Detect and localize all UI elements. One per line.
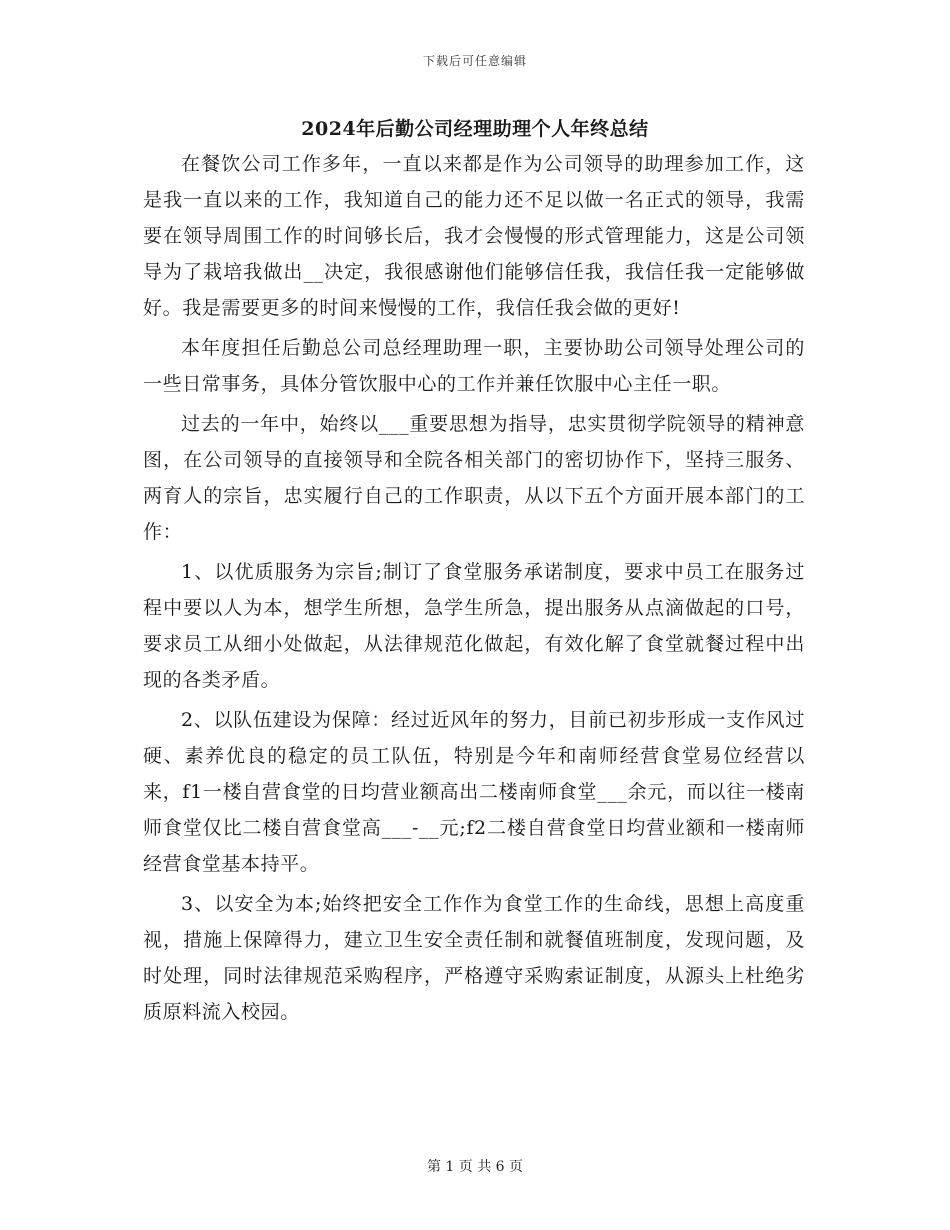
paragraph-overview: 过去的一年中，始终以___重要思想为指导，忠实贯彻学院领导的精神意图，在公司领导的直接领导和全院各相关部门的密切协作下，坚持三服务、两育人的宗旨，忠实履行自己的工作职责，从以下五个方面开展本部门的工作：	[143, 413, 805, 543]
paragraph-item-2: 2、以队伍建设为保障：经过近风年的努力，目前已初步形成一支作风过硬、素养优良的稳定的员工队伍，特别是今年和南师经营食堂易位经营以来，f1一楼自营食堂的日均营业额高出二楼南师食堂___余元，而以往一楼南师食堂仅比二楼自营食堂高___-__元;f2二楼自营食堂日均营业额和一楼南师经营食堂基本持平。	[143, 709, 805, 875]
paragraph-item-1: 1、以优质服务为宗旨;制订了食堂服务承诺制度，要求中员工在服务过程中要以人为本，想学生所想，急学生所急，提出服务从点滴做起的口号，要求员工从细小处做起，从法律规范化做起，有效化解了食堂就餐过程中出现的各类矛盾。	[143, 561, 805, 691]
paragraph-item-3: 3、以安全为本;始终把安全工作作为食堂工作的生命线，思想上高度重视，措施上保障得力，建立卫生安全责任制和就餐值班制度，发现问题，及时处理，同时法律规范采购程序，严格遵守采购索证制度，从源头上杜绝劣质原料流入校园。	[143, 893, 805, 1023]
document-title: 2024年后勤公司经理助理个人年终总结	[301, 118, 649, 140]
page-number: 第 1 页 共 6 页	[426, 1159, 524, 1175]
paragraph-role: 本年度担任后勤总公司总经理助理一职，主要协助公司领导处理公司的一些日常事务，具体分管饮服中心的工作并兼任饮服中心主任一职。	[143, 337, 805, 395]
paragraph-intro: 在餐饮公司工作多年，一直以来都是作为公司领导的助理参加工作，这是我一直以来的工作，我知道自己的能力还不足以做一名正式的领导，我需要在领导周围工作的时间够长后，我才会慢慢的形式管理能力，这是公司领导为了栽培我做出__决定，我很感谢他们能够信任我，我信任我一定能够做好。我是需要更多的时间来慢慢的工作，我信任我会做的更好!	[143, 153, 805, 319]
document-body	[143, 146, 805, 1034]
header-note: 下载后可任意编辑	[422, 54, 527, 68]
